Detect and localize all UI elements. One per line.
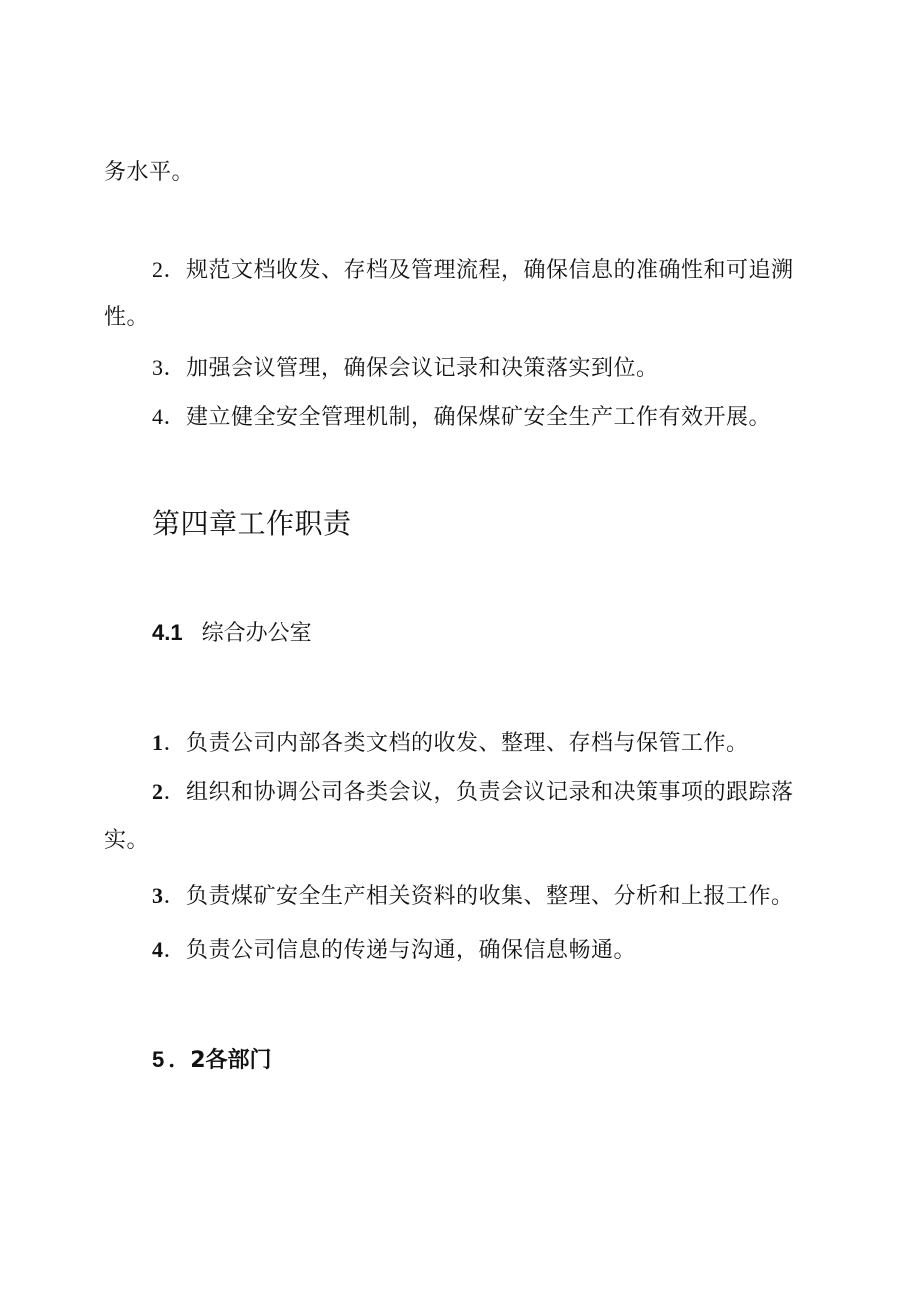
goal-item-4 (152, 402, 771, 433)
goal-text: ．规范文档收发、存档及管理流程，确保信息的准确性和可追溯 (163, 258, 794, 283)
goal-text: ．建立健全安全管理机制，确保煤矿安全生产工作有效开展。 (163, 405, 772, 430)
duty-number: 3 (152, 883, 164, 908)
duty-number: 4 (152, 937, 164, 962)
duty-text: ．负责煤矿安全生产相关资料的收集、整理、分析和上报工作。 (163, 884, 794, 909)
goal-number: 2 (152, 257, 164, 282)
duty-number: 2 (152, 779, 164, 804)
duty-item-2 (152, 777, 794, 808)
duty-text: ．组织和协调公司各类会议，负责会议记录和决策事项的跟踪落 (163, 780, 794, 805)
section-number: 5 (152, 1047, 165, 1072)
duty-text: ．负责公司信息的传递与沟通，确保信息畅通。 (163, 938, 637, 963)
duty-item-4 (152, 935, 636, 966)
duty-item-1 (152, 728, 749, 759)
section-heading-5-2 (152, 1045, 272, 1076)
goal-number: 3 (152, 355, 164, 380)
goal-text: ．加强会议管理，确保会议记录和决策落实到位。 (163, 356, 659, 381)
duty-number: 1 (152, 730, 164, 755)
duty-item-3 (152, 881, 794, 912)
section-number: 4.1 (152, 620, 183, 645)
goal-item-2 (152, 255, 794, 286)
goal-item-3 (152, 353, 659, 384)
goal-number: 4 (152, 404, 164, 429)
section-title: ．2各部门 (168, 1048, 272, 1073)
section-heading-4-1 (152, 618, 312, 649)
duty-text: ．负责公司内部各类文档的收发、整理、存档与保管工作。 (163, 731, 749, 756)
duty-item-2-continuation: 实。 (104, 828, 150, 853)
goal-item-2-continuation: 性。 (104, 305, 150, 330)
chapter-title: 第四章工作职责 (152, 507, 352, 540)
section-title: 综合办公室 (201, 621, 312, 646)
continuation-text: 务水平。 (104, 160, 195, 185)
